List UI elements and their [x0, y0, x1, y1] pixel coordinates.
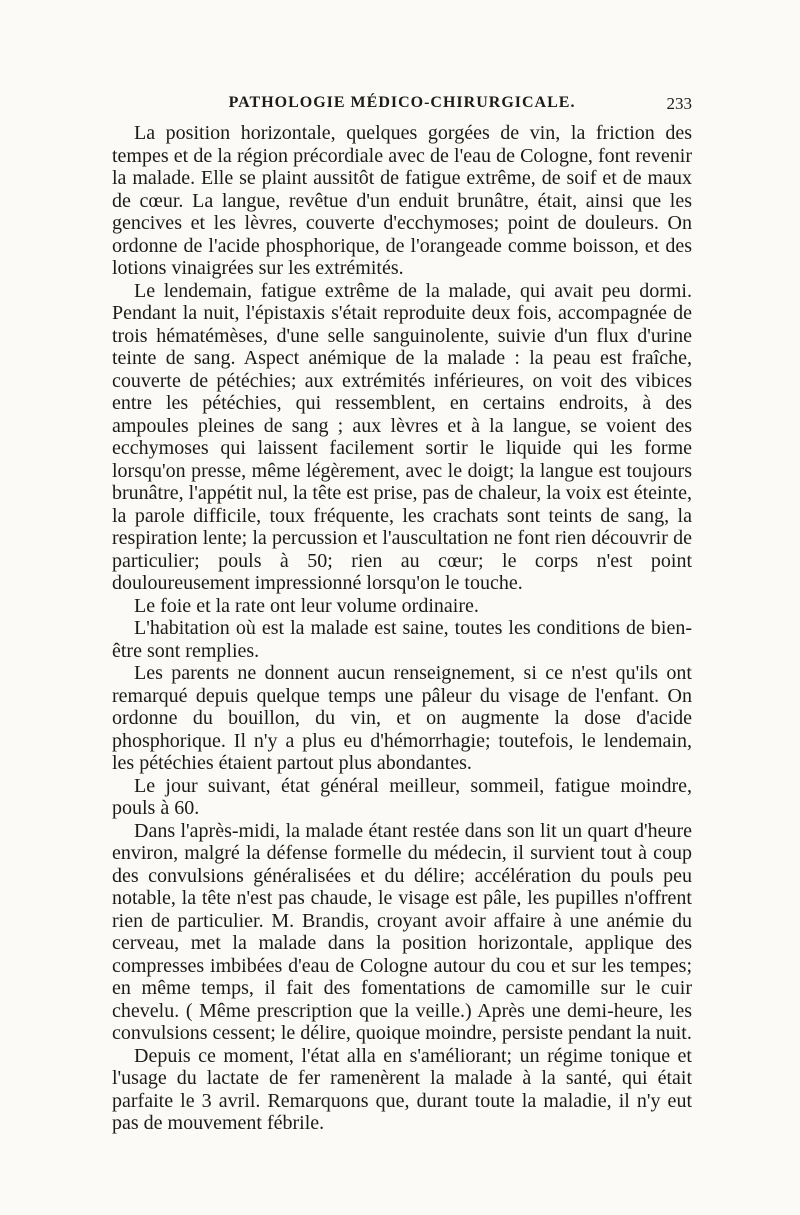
body-text [112, 122, 692, 1135]
paragraph: Le jour suivant, état général meilleur, sommeil, fatigue moindre, pouls à 60. [112, 774, 692, 819]
paragraph: L'habitation où est la malade est saine, toutes les conditions de bien-être sont remplies. [112, 617, 692, 662]
paragraph: Le lendemain, fatigue extrême de la malade, qui avait peu dormi. Pendant la nuit, l'épistaxis s'était reproduite deux fois, accompagnée de trois hématémèses, d'une selle sanguinolente, suivie d'un flux d'urine teinte de sang. Aspect anémique de la malade : la peau est fraîche, couverte de pétéchies; aux extrémités inférieures, on voit des vibices entre les pétéchies, qui ressemblent, en certains endroits, à des ampoules pleines de sang ; aux lèvres et à la langue, se voient des ecchymoses qui laissent facilement sortir le liquide qui les forme lorsqu'on presse, même légèrement, avec le doigt; la langue est toujours brunâtre, l'appétit nul, la tête est prise, pas de chaleur, la voix est éteinte, la parole difficile, toux fréquente, les crachats sont teints de sang, la respiration lente; la percussion et l'auscultation ne font rien découvrir de particulier; pouls à 50; rien au cœur; le corps n'est point douloureusement impressionné lorsqu'on le touche. [112, 279, 692, 594]
paragraph: Les parents ne donnent aucun renseignement, si ce n'est qu'ils ont remarqué depuis quelque temps une pâleur du visage de l'enfant. On ordonne du bouillon, du vin, et on augmente la dose d'acide phosphorique. Il n'y a plus eu d'hémorrhagie; toutefois, le lendemain, les pétéchies étaient partout plus abondantes. [112, 662, 692, 774]
paragraph: La position horizontale, quelques gorgées de vin, la friction des tempes et de la région précordiale avec de l'eau de Cologne, font revenir la malade. Elle se plaint aussitôt de fatigue extrême, de soif et de maux de cœur. La langue, revêtue d'un enduit brunâtre, était, ainsi que les gencives et les lèvres, couverte d'ecchymoses; point de douleurs. On ordonne de l'acide phosphorique, de l'orangeade comme boisson, et des lotions vinaigrées sur les extrémités. [112, 122, 692, 279]
page-number: 233 [666, 94, 692, 113]
running-title: PATHOLOGIE MÉDICO-CHIRURGICALE. [228, 94, 576, 111]
running-head [112, 94, 692, 118]
paragraph: Le foie et la rate ont leur volume ordinaire. [134, 594, 479, 617]
paragraph: Depuis ce moment, l'état alla en s'améliorant; un régime tonique et l'usage du lactate de fer ramenèrent la malade à la santé, qui était parfaite le 3 avril. Remarquons que, durant toute la maladie, il n'y eut pas de mouvement fébrile. [112, 1044, 692, 1134]
paragraph: Dans l'après-midi, la malade étant restée dans son lit un quart d'heure environ, malgré la défense formelle du médecin, il survient tout à coup des convulsions généralisées et du délire; accélération du pouls peu notable, la tête n'est pas chaude, le visage est pâle, les pupilles n'offrent rien de particulier. M. Brandis, croyant avoir affaire à une anémie du cerveau, met la malade dans la position horizontale, applique des compresses imbibées d'eau de Cologne autour du cou et sur les tempes; en même temps, il fait des fomentations de camomille sur le cuir chevelu. ( Même prescription que la veille.) Après une demi-heure, les convulsions cessent; le délire, quoique moindre, persiste pendant la nuit. [112, 819, 692, 1044]
